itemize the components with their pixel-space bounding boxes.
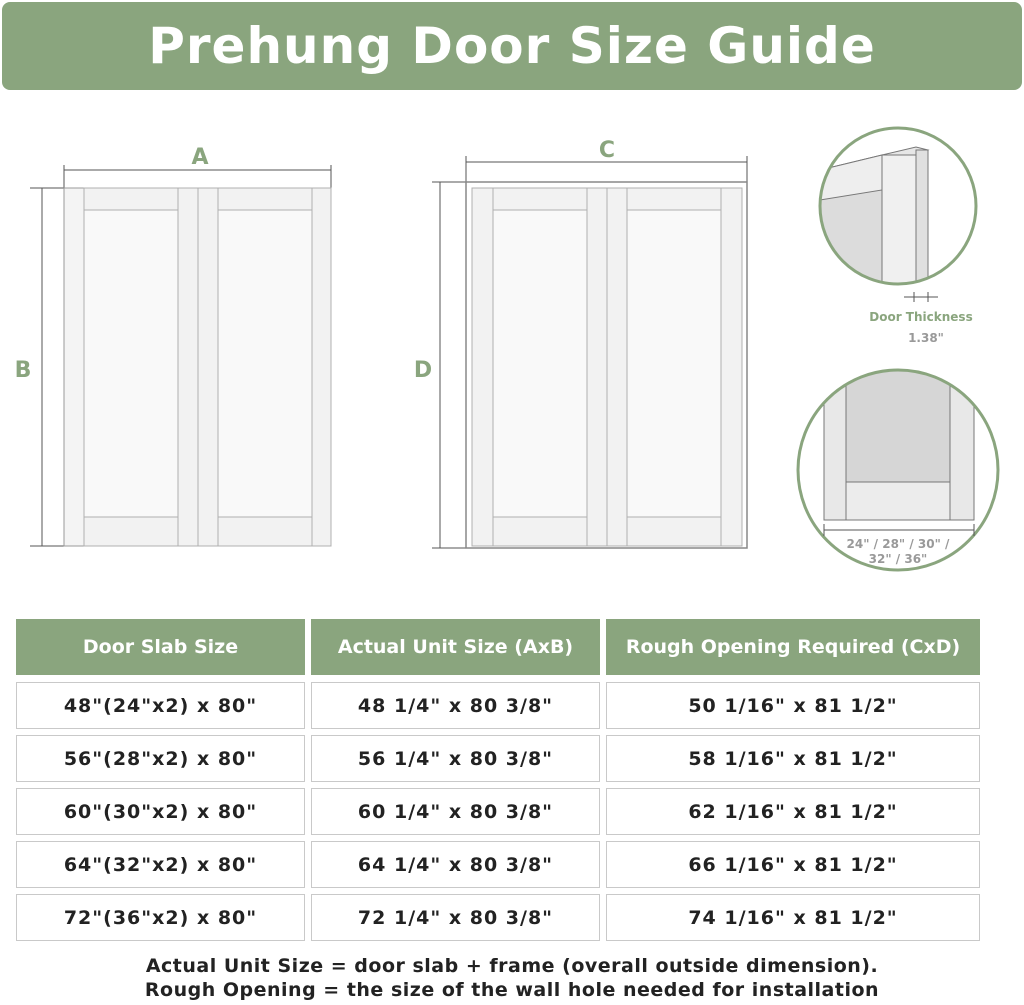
table-cell: 48"(24"x2) x 80": [16, 682, 305, 729]
table-cell: 66 1/16" x 81 1/2": [606, 841, 980, 888]
dimension-a-label: A: [191, 145, 209, 170]
table-cell: 62 1/16" x 81 1/2": [606, 788, 980, 835]
table-cell: 48 1/4" x 80 3/8": [311, 682, 600, 729]
rough-opening-diagram: [414, 138, 747, 548]
page-title: Prehung Door Size Guide: [148, 17, 876, 75]
note-rough-opening: Rough Opening = the size of the wall hole needed for installation: [144, 979, 880, 1001]
title-banner: [2, 2, 1022, 90]
table-cell: 60"(30"x2) x 80": [16, 788, 305, 835]
width-detail: [798, 370, 998, 570]
unit-size-diagram: [15, 145, 331, 546]
header-actual-unit-size: Actual Unit Size (AxB): [311, 619, 600, 675]
dimension-c-label: C: [598, 138, 616, 163]
width-label-line2: 32" / 36": [868, 552, 928, 566]
table-cell: 72"(36"x2) x 80": [16, 894, 305, 941]
table-cell: 64 1/4" x 80 3/8": [311, 841, 600, 888]
note-actual-unit-size: Actual Unit Size = door slab + frame (overall outside dimension).: [145, 955, 879, 977]
table-cell: 64"(32"x2) x 80": [16, 841, 305, 888]
size-table: [16, 619, 980, 947]
thickness-detail: [820, 128, 980, 345]
header-rough-opening: Rough Opening Required (CxD): [606, 619, 980, 675]
table-cell: 58 1/16" x 81 1/2": [606, 735, 980, 782]
table-cell: 72 1/4" x 80 3/8": [311, 894, 600, 941]
table-cell: 50 1/16" x 81 1/2": [606, 682, 980, 729]
header-slab-size: Door Slab Size: [16, 619, 305, 675]
thickness-label: Door Thickness: [869, 310, 973, 324]
table-cell: 60 1/4" x 80 3/8": [311, 788, 600, 835]
table-cell: 56"(28"x2) x 80": [16, 735, 305, 782]
thickness-value: 1.38": [908, 331, 944, 345]
door-diagram: [0, 92, 1024, 592]
dimension-d-label: D: [413, 358, 433, 383]
table-cell: 56 1/4" x 80 3/8": [311, 735, 600, 782]
width-label-line1: 24" / 28" / 30" /: [846, 537, 950, 551]
table-cell: 74 1/16" x 81 1/2": [606, 894, 980, 941]
dimension-b-label: B: [14, 358, 32, 383]
